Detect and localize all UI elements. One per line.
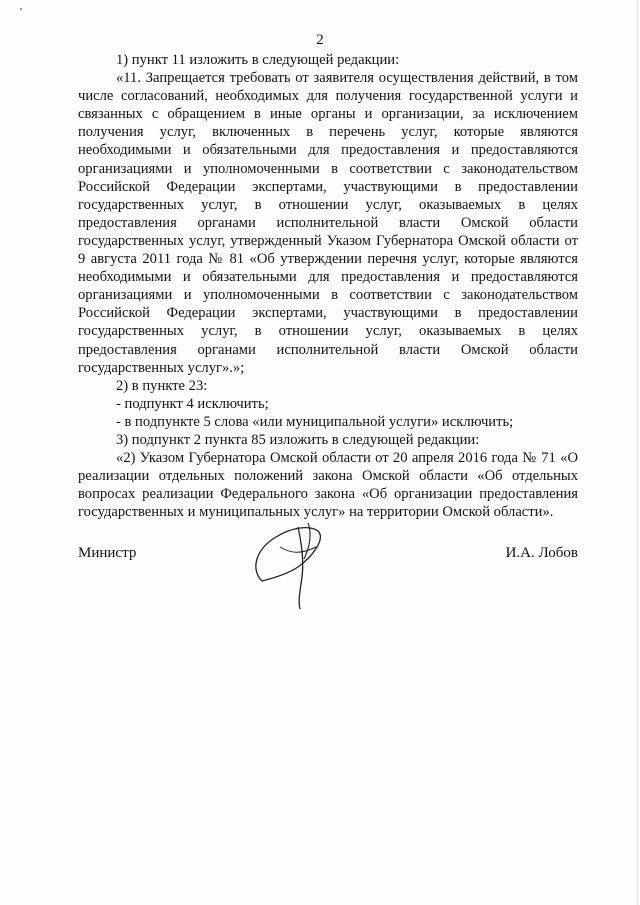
handwritten-signature xyxy=(240,517,350,612)
paragraph-subitem-4: - подпункт 4 исключить; xyxy=(116,395,269,412)
paragraph-subitem-5: - в подпункте 5 слова «или муниципальной услуги» исключить; xyxy=(116,413,514,430)
paragraph-subclause-2: «2) Указом Губернатора Омской области от 20 апреля 2016 года № 71 «О реализации отдельных положений закона Омской области «Об отдельных вопросах реализации Федерального закона «Об организации предоставления государственных и муниципальных услуг» на территории Омской области». xyxy=(78,450,578,521)
paragraph-item-2: 2) в пункте 23: xyxy=(116,377,208,394)
page-edge xyxy=(637,0,638,905)
paragraph-item-1: 1) пункт 11 изложить в следующей редакции: xyxy=(116,52,400,68)
page-number: 2 xyxy=(316,32,324,48)
signatory-title: Министр xyxy=(78,545,137,561)
signatory-name: И.А. Лобов xyxy=(505,545,578,561)
document-body xyxy=(78,51,578,521)
paragraph-clause-11: «11. Запрещается требовать от заявителя осуществления действий, в том числе согласований, необходимых для получения государственной услуги и связанных с обращением в иные органы и организации, за исключением получения услуг, включенных в перечень услуг, которые являются необходимыми и обязательными для предоставления и предоставляются организациями и уполномоченными в соответствии с законодательством Российской Федерации экспертами, участвующими в предоставлении государственных услуг, в отношении услуг, оказываемых в целях предоставления органами исполнительной власти Омской области государственных услуг, утвержденный Указом Губернатора Омской области от 9 августа 2011 года № 81 «Об утверждении перечня услуг, которые являются необходимыми и обязательными для предоставления и предоставляются организациями и уполномоченными в соответствии с законодательством Российской Федерации экспертами, участвующими в предоставлении государственных услуг, в отношении услуг, оказываемых в целях предоставления органами исполнительной власти Омской области государственных услуг».»; xyxy=(78,70,578,376)
scan-speck xyxy=(20,8,22,10)
paragraph-item-3: 3) подпункт 2 пункта 85 изложить в следующей редакции: xyxy=(116,431,480,448)
